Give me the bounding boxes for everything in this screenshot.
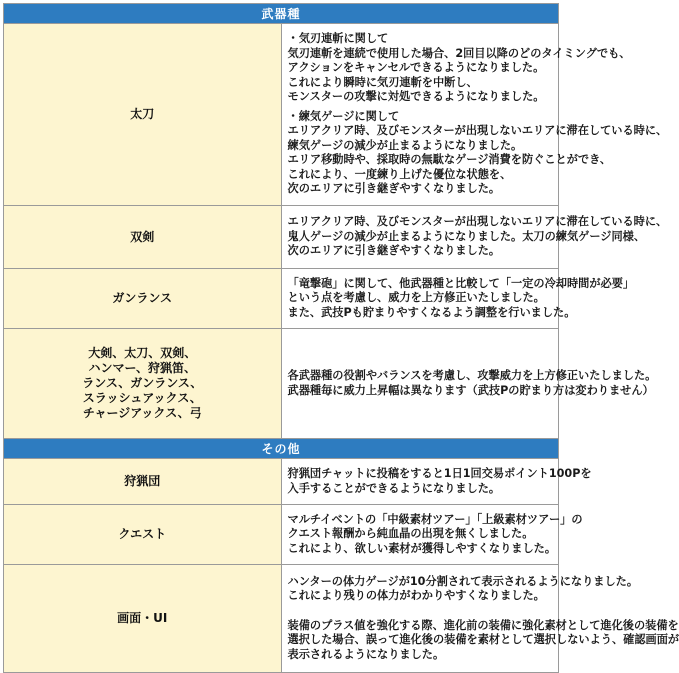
row-label-dual-blades: 双剣 [4, 206, 282, 269]
text-line: 狩猟団チャットに投稿をすると1日1回交易ポイント100Pを [287, 467, 592, 480]
row-label-quest: クエスト [4, 505, 282, 565]
text-line: エリアクリア時、及びモンスターが出現しないエリアに滞在している時に、 [287, 215, 668, 229]
row-body-gunlance [281, 269, 635, 329]
section-header-other [4, 439, 559, 459]
text-line: 各武器種の役割やバランスを考慮し、攻撃威力を上方修正いたしました。 [287, 369, 657, 382]
text-line: また、武技Pも貯まりやすくなるよう調整を行いました。 [287, 305, 576, 319]
row-label-gunlance: ガンランス [4, 269, 282, 329]
row-body-hunting-guild [281, 459, 592, 505]
row-screen-ui [4, 565, 559, 673]
text-line: アクションをキャンセルできるようになりました。 [287, 61, 545, 75]
text-line: 次のエリアに引き継ぎやすくなりました。 [287, 182, 501, 196]
text-line: マルチイベントの「中級素材ツアー」「上級素材ツアー」の [287, 512, 583, 526]
row-gunlance [4, 269, 559, 329]
row-label-multi-weapons [4, 329, 282, 439]
text-line: ・気刃連斬に関して [287, 32, 389, 46]
label-line: チャージアックス、弓 [82, 406, 202, 420]
text-line: これにより、一度練り上げた優位な状態を、 [287, 167, 512, 181]
row-label-hunting-guild: 狩猟団 [4, 459, 282, 505]
label-line: スラッシュアックス、 [82, 391, 202, 405]
text-line: これにより残りの体力がわかりやすくなりました。 [287, 589, 545, 603]
label-line: ハンマー、狩猟笛、 [88, 361, 197, 375]
text-line: 「竜撃砲」に関して、他武器種と比較して「一定の冷却時間が必要」 [287, 276, 635, 290]
row-tachi [4, 24, 559, 206]
text-line: クエスト報酬から純血晶の出現を無くしました。 [287, 527, 534, 541]
row-body-dual-blades [281, 206, 668, 269]
row-body-quest [281, 505, 583, 565]
label-line: ランス、ガンランス、 [82, 376, 203, 390]
text-line: エリア移動時や、採取時の無駄なゲージ消費を防ぐことができ、 [287, 153, 612, 167]
row-dual-blades [4, 206, 559, 269]
row-quest [4, 505, 559, 565]
patch-notes-table [3, 3, 679, 673]
text-line: これにより、欲しい素材が獲得しやすくなりました。 [287, 541, 557, 555]
section-header-weapons [4, 4, 559, 24]
row-body-screen-ui [281, 565, 679, 673]
text-line: 武器種毎に威力上昇幅は異なります（武技Pの貯まり方は変わりません） [287, 383, 654, 397]
row-body-tachi [281, 24, 668, 206]
text-line: という点を考慮し、威力を上方修正いたしました。 [287, 291, 545, 305]
text-line: 次のエリアに引き継ぎやすくなりました。 [287, 244, 501, 258]
patch-notes-table-wrapper [3, 3, 679, 673]
text-line: 練気ゲージの減少が止まるようになりました。 [287, 138, 523, 152]
text-line: ・練気ゲージに関して [287, 109, 400, 123]
text-line: 入手することができるようになりました。 [287, 481, 501, 495]
row-multi-weapons [4, 329, 559, 439]
row-body-multi-weapons [281, 329, 657, 439]
section-title-weapons: 武器種 [4, 4, 559, 24]
text-line: 装備のプラス値を強化する際、進化前の装備に強化素材として進化後の装備を [287, 618, 679, 632]
text-line: ハンターの体力ゲージが10分割されて表示されるようになりました。 [287, 574, 639, 588]
section-title-other: その他 [4, 439, 559, 459]
text-line: エリアクリア時、及びモンスターが出現しないエリアに滞在している時に、 [287, 124, 668, 138]
text-line: 鬼人ゲージの減少が止まるようになりました。太刀の練気ゲージ同様、 [287, 229, 646, 243]
text-line: 表示されるようになりました。 [287, 647, 445, 661]
text-line: モンスターの攻撃に対処できるようになりました。 [287, 90, 545, 104]
row-hunting-guild [4, 459, 559, 505]
label-line: 大剣、太刀、双剣、 [88, 346, 197, 360]
text-line: 選択した場合、誤って進化後の装備を素材として選択しないよう、確認画面が [287, 633, 679, 647]
text-line: 気刃連斬を連続で使用した場合、2回目以降のどのタイミングでも、 [287, 46, 631, 60]
text-line: これにより瞬時に気刃連斬を中断し、 [287, 75, 478, 89]
row-label-tachi: 太刀 [4, 24, 282, 206]
row-label-screen-ui: 画面・UI [4, 565, 282, 673]
